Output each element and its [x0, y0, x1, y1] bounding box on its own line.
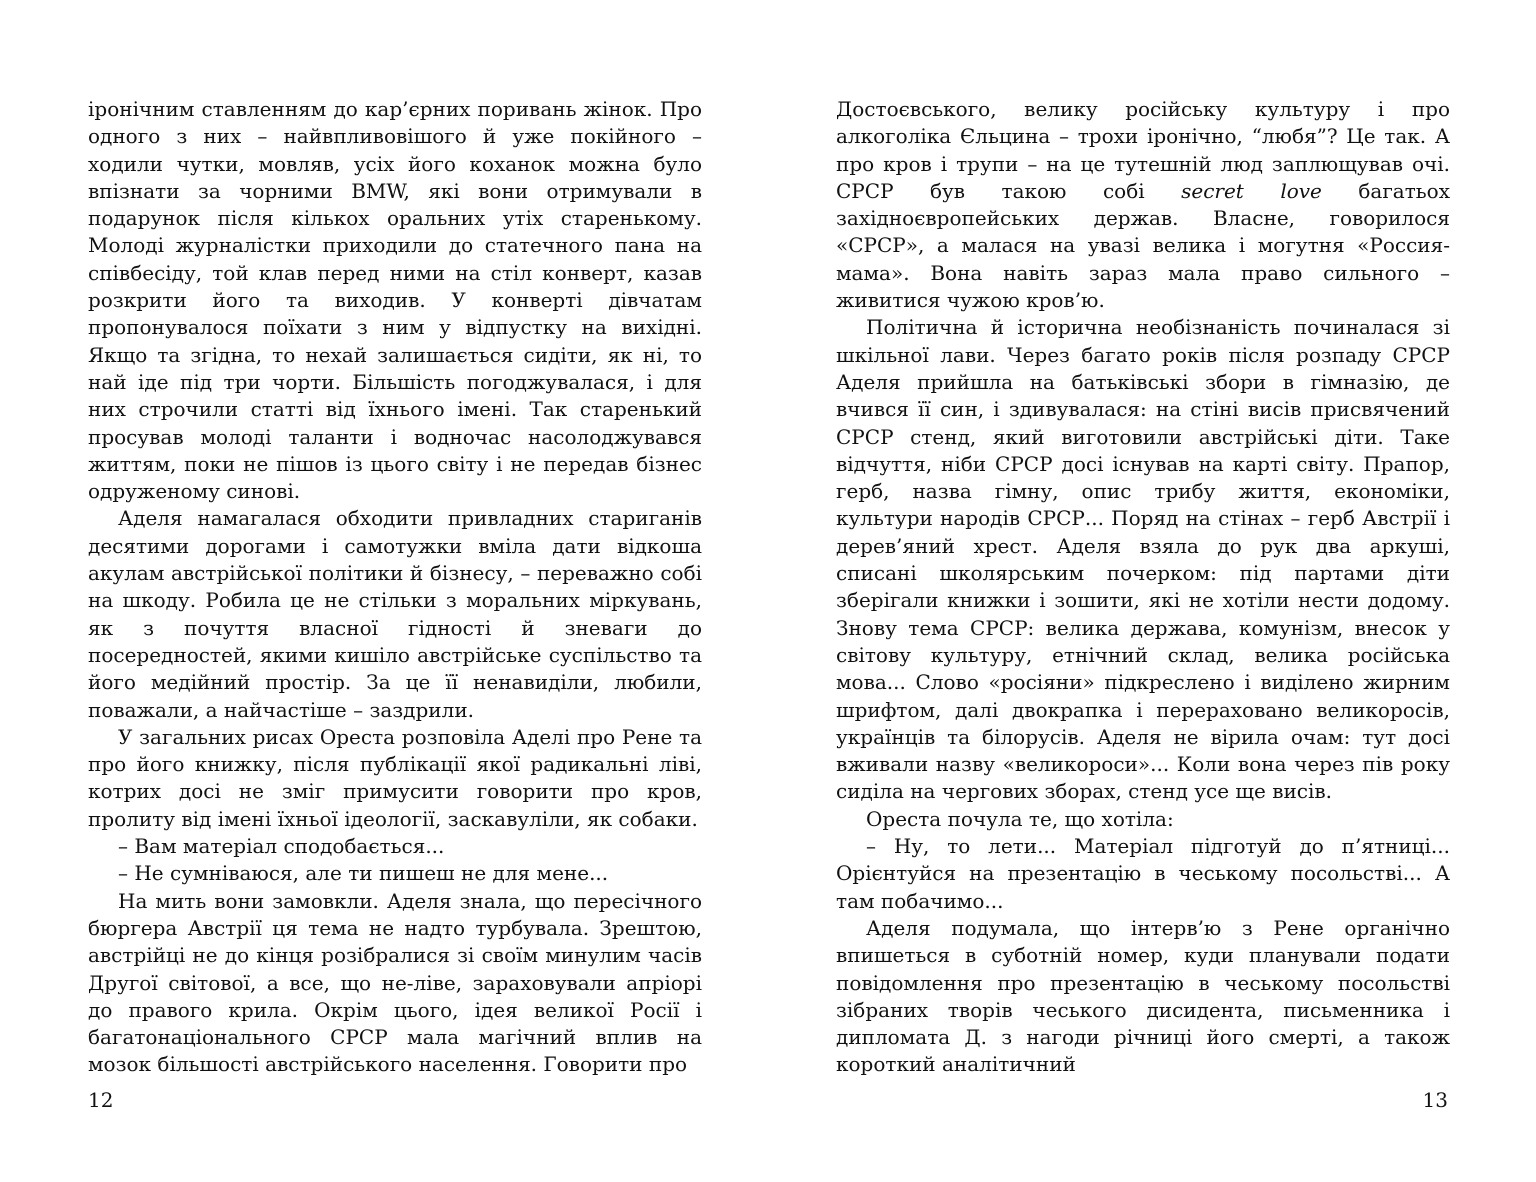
- right-paragraph-1-text-b: багатьох західноєвропейських держав. Власне, говорилося «СРСР», а малася на увазі велика і могутня «Россия-мама». Вона навіть зараз мала право сильного – живитися чужою кров’ю.: [836, 178, 1451, 313]
- right-paragraph-4: Аделя подумала, що інтерв’ю з Рене органічно впишеться в суботній номер, куди планували подати повідомлення про презентацію в чеському посольстві зібраних творів чеського дисидента, письменника і дипломата Д. з нагоди річниці його смерті, а також короткий аналітичний: [836, 915, 1450, 1077]
- page-number-left: 12: [88, 1088, 114, 1112]
- right-paragraph-1: [836, 96, 1450, 314]
- left-paragraph-4: На мить вони замовкли. Аделя знала, що пересічного бюргера Австрії ця тема не надто турбувала. Зрештою, австрійці не до кінця розібралися зі своїм минулим часів Другої світової, а все, що не-ліве, зараховували апріорі до правого крила. Окрім цього, ідея великої Росії і багатонаціонального СРСР мала магічний вплив на мозок більшості австрійського населення. Говорити про: [88, 888, 702, 1077]
- left-dialogue-2: – Не сумніваюся, але ти пишеш не для мене...: [118, 861, 609, 886]
- right-paragraph-2: Політична й історична необізнаність починалася зі шкільної лави. Через багато років після розпаду СРСР Аделя прийшла на батьківські збори в гімназію, де вчився її син, і здивувалася: на стіні висів присвячений СРСР стенд, який виготовили австрійські діти. Таке відчуття, ніби СРСР досі існував на карті світу. Прапор, герб, назва гімну, опис трибу життя, економіки, культури народів СРСР... Поряд на стінах – герб Австрії і дерев’яний хрест. Аделя взяла до рук два аркуші, списані школярським почерком: під партами діти зберігали книжки і зошити, які не хотіли нести додому. Знову тема СРСР: велика держава, комунізм, внесок у світову культуру, етнічний склад, велика російська мова... Слово «росіяни» підкреслено і виділено жирним шрифтом, далі двокрапка і перераховано великоросів, українців та білорусів. Аделя не вірила очам: тут досі вживали назву «великороси»... Коли вона через пів року сиділа на чергових зборах, стенд усе ще висів.: [836, 315, 1450, 804]
- left-paragraph-2: Аделя намагалася обходити привладних стариганів десятими дорогами і самотужки вміла дати відкоша акулам австрійської політики й бізнесу, – переважно собі на шкоду. Робила це не стільки з моральних міркувань, як з почуття власної гідності й зневаги до посередностей, якими кишіло австрійське суспільство та його медійний простір. За це її ненавиділи, любили, поважали, а найчастіше – заздрили.: [88, 506, 702, 722]
- left-dialogue-1: – Вам матеріал сподобається...: [118, 834, 445, 859]
- right-paragraph-1-italic-phrase: secret love: [1181, 178, 1322, 203]
- page-number-right: 13: [1422, 1088, 1448, 1112]
- right-dialogue-1: – Ну, то лети... Матеріал підготуй до п’ятниці... Орієнтуйся на презентацію в чеському посольстві... А там побачимо...: [836, 834, 1450, 913]
- right-paragraph-1-text-a: Достоєвського, велику російську культуру і про алкоголіка Єльцина – трохи іронічно, “любя”? Це так. А про кров і трупи – на це тутешній люд заплющував очі. СРСР був такою собі: [836, 97, 1450, 203]
- left-page: [88, 96, 702, 1079]
- right-paragraph-3: Ореста почула те, що хотіла:: [866, 806, 1174, 831]
- left-paragraph-1: іронічним ставленням до кар’єрних поривань жінок. Про одного з них – найвпливовішого й уже покійного – ходили чутки, мовляв, усіх його коханок можна було впізнати за чорними BMW, які вони отримували в подарунок після кількох оральних утіх старенькому. Молоді журналістки приходили до статечного пана на співбесіду, той клав перед ними на стіл конверт, казав розкрити його та виходив. У конверті дівчатам пропонувалося поїхати з ним у відпустку на вихідні. Якщо та згідна, то нехай залишається сидіти, як ні, то най іде під три чорти. Більшість погоджувалася, і для них строчили статті від їхнього імені. Так старенький просував молоді таланти і водночас насолоджувався життям, поки не пішов із цього світу і не передав бізнес одруженому синові.: [88, 97, 702, 504]
- left-paragraph-3: У загальних рисах Ореста розповіла Аделі про Рене та про його книжку, після публікації якої радикальні ліві, котрих досі не зміг примусити говорити про кров, пролиту від імені їхньої ідеології, заскавуліли, як собаки.: [88, 724, 702, 831]
- right-page: [836, 96, 1450, 1079]
